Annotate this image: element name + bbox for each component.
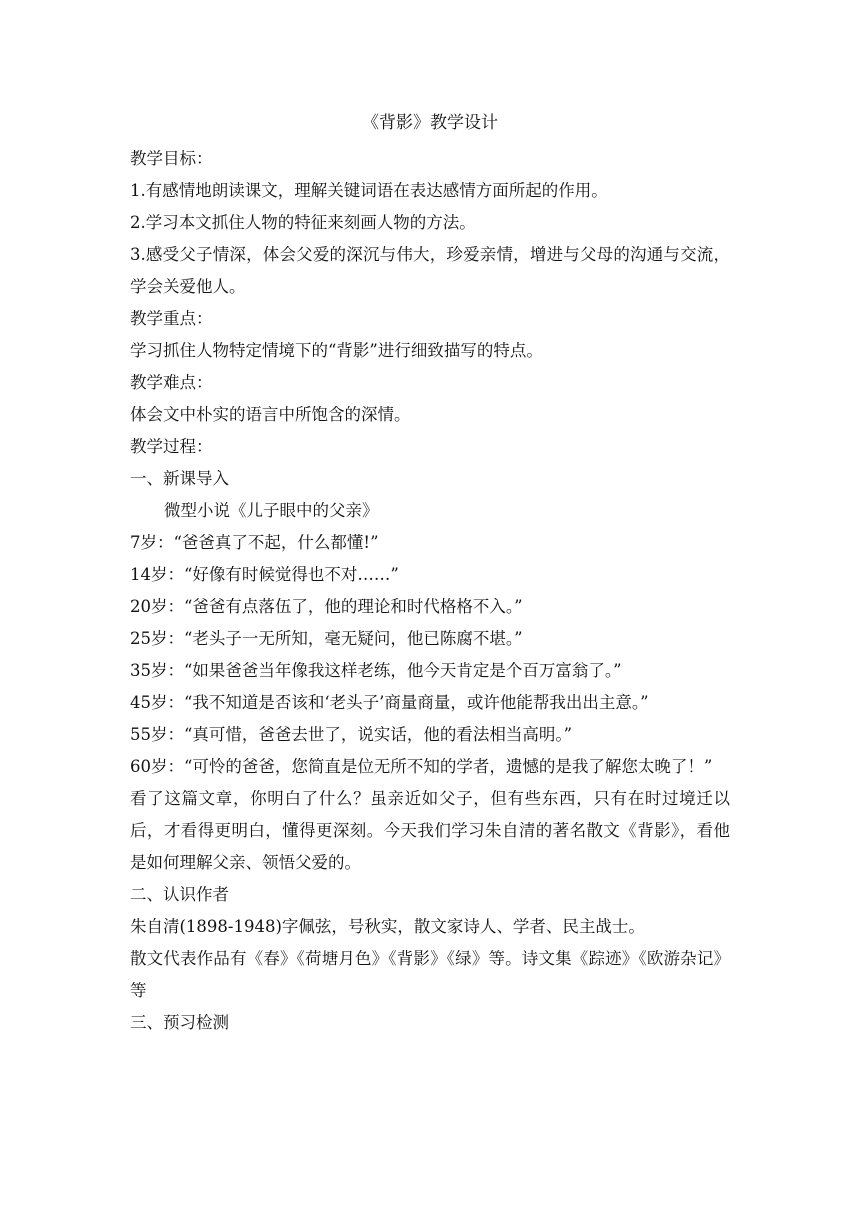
objective-3: 3.感受父子情深，体会父爱的深沉与伟大，珍爱亲情，增进与父母的沟通与交流，学会关爱他人。: [130, 245, 730, 296]
story-line-age-35: 35岁：“如果爸爸当年像我这样老练，他今天肯定是个百万富翁了。”: [130, 661, 622, 680]
story-line-age-55: 55岁：“真可惜，爸爸去世了，说实话，他的看法相当高明。”: [130, 725, 573, 744]
key-point-text: 学习抓住人物特定情境下的“背影”进行细致描写的特点。: [130, 341, 543, 360]
objective-1: 1.有感情地朗读课文，理解关键词语在表达感情方面所起的作用。: [130, 181, 608, 200]
author-bio: 朱自清(1898-1948)字佩弦，号秋实，散文家诗人、学者、民主战士。: [130, 917, 645, 936]
story-title: 微型小说《儿子眼中的父亲》: [164, 501, 379, 520]
author-works: 散文代表作品有《春》《荷塘月色》《背影》《绿》等。诗文集《踪迹》《欧游杂记》等: [130, 949, 730, 1000]
intro-summary-paragraph: 看了这篇文章，你明白了什么？虽亲近如父子，但有些东西，只有在时过境迁以后，才看得更明白，懂得更深刻。今天我们学习朱自清的著名散文《背影》，看他是如何理解父亲、领悟父爱的。: [130, 789, 730, 872]
objective-2: 2.学习本文抓住人物的特征来刻画人物的方法。: [130, 213, 476, 232]
story-line-age-20: 20岁：“爸爸有点落伍了，他的理论和时代格格不入。”: [130, 597, 523, 616]
document-title: 《背影》教学设计: [362, 113, 498, 133]
subsection-author: 二、认识作者: [130, 885, 229, 904]
story-line-age-7: 7岁：“爸爸真了不起，什么都懂!”: [130, 533, 379, 552]
subsection-preview-check: 三、预习检测: [130, 1013, 229, 1032]
story-line-age-60: 60岁：“可怜的爸爸，您简直是位无所不知的学者，遗憾的是我了解您太晚了！”: [130, 757, 713, 776]
section-heading-objectives: 教学目标：: [130, 149, 213, 168]
difficulty-text: 体会文中朴实的语言中所饱含的深情。: [130, 405, 411, 424]
story-line-age-14: 14岁：“好像有时候觉得也不对……”: [130, 565, 399, 584]
section-heading-process: 教学过程：: [130, 437, 213, 456]
section-heading-key-points: 教学重点：: [130, 309, 213, 328]
story-line-age-45: 45岁：“我不知道是否该和‘老头子’商量商量，或许他能帮我出出主意。”: [130, 693, 649, 712]
document-body: [130, 107, 730, 1039]
section-heading-difficulties: 教学难点：: [130, 373, 213, 392]
story-line-age-25: 25岁：“老头子一无所知，毫无疑问，他已陈腐不堪。”: [130, 629, 523, 648]
subsection-intro: 一、新课导入: [130, 469, 229, 488]
